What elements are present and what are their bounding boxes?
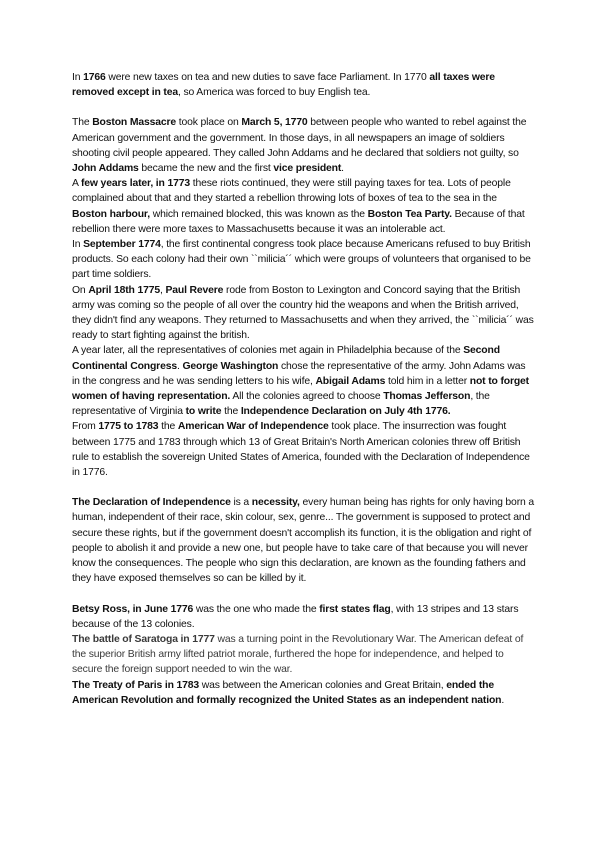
- bold-text: Paul Revere: [165, 284, 224, 296]
- bold-text: American War of Independence: [177, 421, 329, 433]
- bold-text: John Addams: [72, 163, 139, 175]
- text-run: was a turning point in the Revolutionary War. The American defeat of the superior British army lifted patriot morale, furthered the hope for independence, and helped to secure the foreign support needed to win the war.: [72, 633, 524, 676]
- text-run: is a: [230, 497, 252, 509]
- paragraph-spacer: [72, 587, 534, 602]
- bold-text: necessity,: [251, 497, 300, 509]
- text-run: A year later, all the representatives of colonies met again in Philadelphia because of the: [72, 345, 464, 357]
- bold-text: Thomas Jefferson: [383, 391, 471, 403]
- text-run: , the first continental congress took place because Americans refused to buy British products. So each colony had their own ``milicia´´ which were groups of volunteers that organised to be part time soldiers.: [72, 239, 531, 281]
- text-run: .: [501, 694, 505, 706]
- text-run: In: [72, 72, 84, 83]
- text-run: , the representative of Virginia: [72, 391, 490, 418]
- bold-text: Independence Declaration on July 4th 1776.: [240, 406, 451, 418]
- text-run: The: [72, 117, 93, 129]
- bold-text: first states flag: [319, 603, 391, 615]
- text-run: On: [72, 284, 89, 296]
- bold-text: The Treaty of Paris in 1783: [72, 679, 200, 691]
- bold-text: March 5, 1770: [241, 117, 308, 129]
- paragraph: [72, 343, 534, 419]
- bold-text: George Washington: [182, 360, 279, 372]
- text-run: the: [221, 406, 241, 418]
- text-run: , so America was forced to buy English tea.: [178, 87, 371, 99]
- paragraph-spacer: [72, 100, 534, 115]
- text-run: was the one who made the: [193, 603, 320, 615]
- paragraph: [72, 495, 534, 586]
- text-run: .: [341, 163, 344, 175]
- paragraph: [72, 70, 534, 100]
- bold-text: ended the American Revolution and formally recognized the United States as an independent nation: [72, 679, 502, 706]
- text-run: every human being has rights for only having born a human, independent of their race, skin colour, sex, genre... The government is supposed to protect and secure these rights, but if the government doesn't accomplish its function, it is the obligation and right of people to abolish it and provide a new one, but people have to take care of that because you will never know the consequences. The people who sign this declaration, are known as the founding fathers and they have exposed themselves so can be killed by it.: [72, 497, 534, 585]
- text-run: these riots continued, they were still paying taxes for tea. Lots of people complained about that and they started a rebellion throwing lots of boxes of tea to the sea in the: [72, 178, 511, 205]
- bold-text: Second Continental Congress: [72, 345, 500, 372]
- text-run: rode from Boston to Lexington and Concord saying that the British army was coming so the people of all over the country hid the weapons and when the British arrived, they didn't find any weapons. They returned to Massachusetts and when they arrived, the ``milicia´´ was ready to start fighting against the british.: [72, 284, 534, 342]
- text-run: ,: [159, 284, 166, 296]
- paragraph: [72, 602, 534, 632]
- text-run: , with 13 stripes and 13 stars because of the 13 colonies.: [72, 603, 519, 630]
- bold-text: all taxes were removed except in tea: [72, 72, 495, 99]
- bold-text: Boston Tea Party.: [367, 208, 452, 220]
- text-run: were new taxes on tea and new duties to save face Parliament. In 1770: [105, 72, 430, 83]
- bold-text: vice president: [273, 163, 342, 175]
- bold-text: Abigail Adams: [315, 375, 386, 387]
- bold-text: to write: [185, 406, 222, 418]
- paragraph: [72, 237, 534, 283]
- text-run: In: [72, 239, 84, 251]
- bold-text: few years later, in 1773: [80, 178, 190, 190]
- text-run: became the new and the first: [138, 163, 274, 175]
- text-run: chose the representative of the army. John Adams was in the congress and he was sending letters to his wife,: [72, 360, 526, 387]
- text-run: which remained blocked, this was known as the: [150, 208, 368, 220]
- paragraph: [72, 419, 534, 480]
- bold-text: April 18th 1775: [88, 284, 160, 296]
- text-run: took place on: [176, 117, 242, 129]
- bold-text: The battle of Saratoga in 1777: [72, 633, 215, 645]
- paragraph: [72, 283, 534, 344]
- paragraph: [72, 176, 534, 237]
- text-run: took place. The insurrection was fought between 1775 and 1783 through which 13 of Great Britain's North American colonies threw off British rule to establish the sovereign United States of America, founded with the Declaration of Independence in 1776.: [72, 421, 530, 479]
- paragraph-spacer: [72, 480, 534, 495]
- text-run: told him in a letter: [385, 375, 470, 387]
- bold-text: 1766: [83, 72, 106, 83]
- text-run: between people who wanted to rebel against the American government and the government. In those days, in all newspapers an image of soldiers shooting civil people appeared. They called John Addams and he declared that soldiers not guilty, so: [72, 117, 527, 159]
- paragraph: [72, 115, 534, 176]
- text-run: All the colonies agreed to choose: [230, 391, 384, 403]
- paragraph: [72, 678, 534, 708]
- bold-text: Boston Massacre: [92, 117, 176, 129]
- bold-text: Boston harbour,: [72, 208, 150, 220]
- bold-text: Betsy Ross, in June 1776: [72, 603, 194, 615]
- text-run: was between the American colonies and Great Britain,: [199, 679, 447, 691]
- bold-text: not to forget women of having representation.: [72, 375, 529, 403]
- paragraph: [72, 632, 534, 678]
- bold-text: 1775 to 1783: [98, 421, 159, 433]
- text-run: From: [72, 421, 99, 433]
- document-page: [72, 70, 534, 708]
- text-run: A: [72, 178, 81, 190]
- text-run: .: [176, 360, 183, 372]
- text-run: the: [158, 421, 178, 433]
- text-run: Because of that rebellion there were more taxes to Massachusetts because it was an intolerable act.: [72, 208, 525, 235]
- bold-text: September 1774: [83, 239, 161, 251]
- bold-text: The Declaration of Independence: [72, 497, 231, 509]
